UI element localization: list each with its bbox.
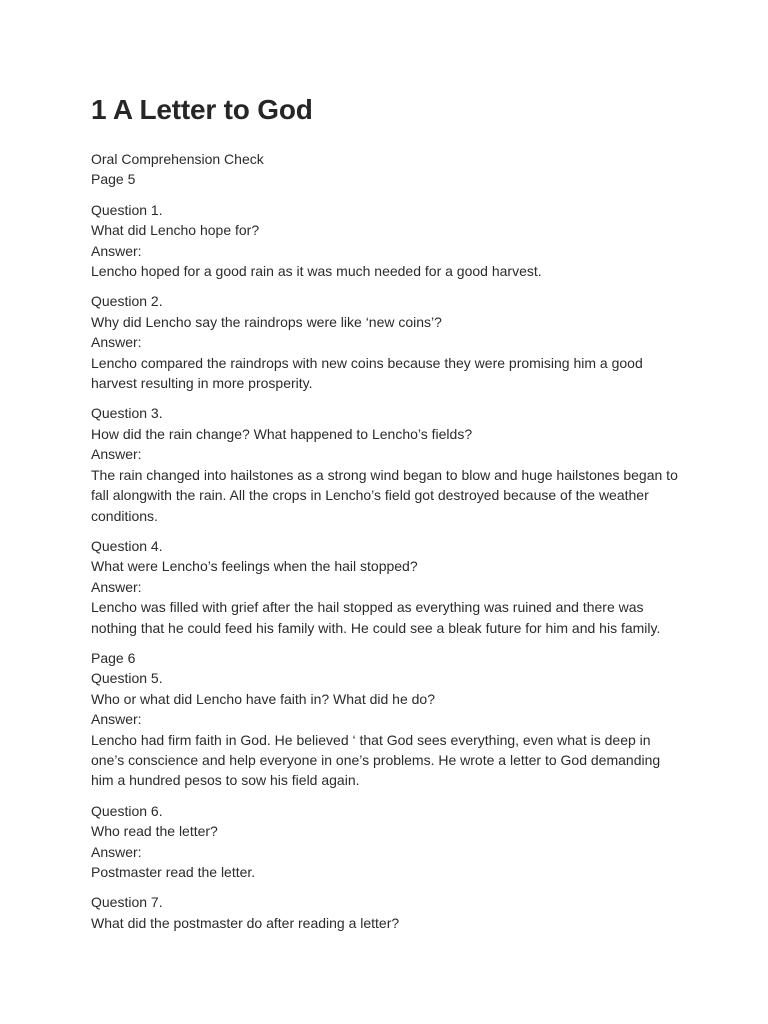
answer-text: Lencho compared the raindrops with new coins because they were promising him a good harvest resulting in more prosperity.	[91, 354, 643, 392]
answer-text: Lencho had firm faith in God. He believed ‘ that God sees everything, even what is deep in one’s conscience and help everyone in one’s problems. He wrote a letter to God demanding him a hundred pesos to sow his field again.	[91, 731, 661, 789]
intro-block	[91, 149, 681, 190]
section-heading: Oral Comprehension Check	[91, 151, 264, 167]
document-page	[91, 92, 681, 943]
question-label: Question 1.	[91, 201, 163, 218]
question-text: What did the postmaster do after reading a letter?	[91, 914, 400, 931]
answer-text: Postmaster read the letter.	[91, 864, 256, 880]
question-label: Question 2.	[91, 293, 163, 310]
question-text: Why did Lencho say the raindrops were like ‘new coins’?	[91, 313, 442, 330]
answer-label: Answer:	[91, 334, 142, 351]
answer-text: The rain changed into hailstones as a strong wind began to blow and huge hailstones began to fall alongwith the rain. All the crops in Lencho’s field got destroyed because of the weather conditions.	[91, 466, 678, 524]
question-label: Question 3.	[91, 405, 163, 422]
question-block-6	[91, 801, 681, 883]
question-label: Question 5.	[91, 670, 163, 687]
question-text: What did Lencho hope for?	[91, 222, 260, 239]
question-block-4	[91, 536, 681, 638]
question-label: Question 4.	[91, 537, 163, 554]
question-block-3	[91, 403, 681, 525]
question-block-7	[91, 892, 681, 933]
answer-label: Answer:	[91, 843, 142, 860]
answer-text: Lencho was filled with grief after the hail stopped as everything was ruined and there was nothing that he could feed his family with. He could see a bleak future for him and his family.	[91, 599, 661, 636]
question-text: What were Lencho’s feelings when the hail stopped?	[91, 558, 418, 575]
question-text: How did the rain change? What happened to Lencho’s fields?	[91, 425, 473, 442]
question-label: Question 7.	[91, 894, 163, 911]
answer-label: Answer:	[91, 242, 142, 259]
question-block-5	[91, 648, 681, 791]
answer-label: Answer:	[91, 711, 142, 728]
question-text: Who or what did Lencho have faith in? What did he do?	[91, 690, 435, 707]
answer-text: Lencho hoped for a good rain as it was much needed for a good harvest.	[91, 263, 542, 280]
question-block-1	[91, 200, 681, 282]
page-title: 1 A Letter to God	[91, 94, 313, 125]
answer-label: Answer:	[91, 446, 142, 463]
question-block-2	[91, 291, 681, 393]
question-text: Who read the letter?	[91, 823, 218, 840]
answer-label: Answer:	[91, 578, 142, 595]
question-label: Question 6.	[91, 802, 163, 819]
page-number: Page 6	[91, 649, 136, 666]
page-number: Page 5	[91, 171, 136, 188]
